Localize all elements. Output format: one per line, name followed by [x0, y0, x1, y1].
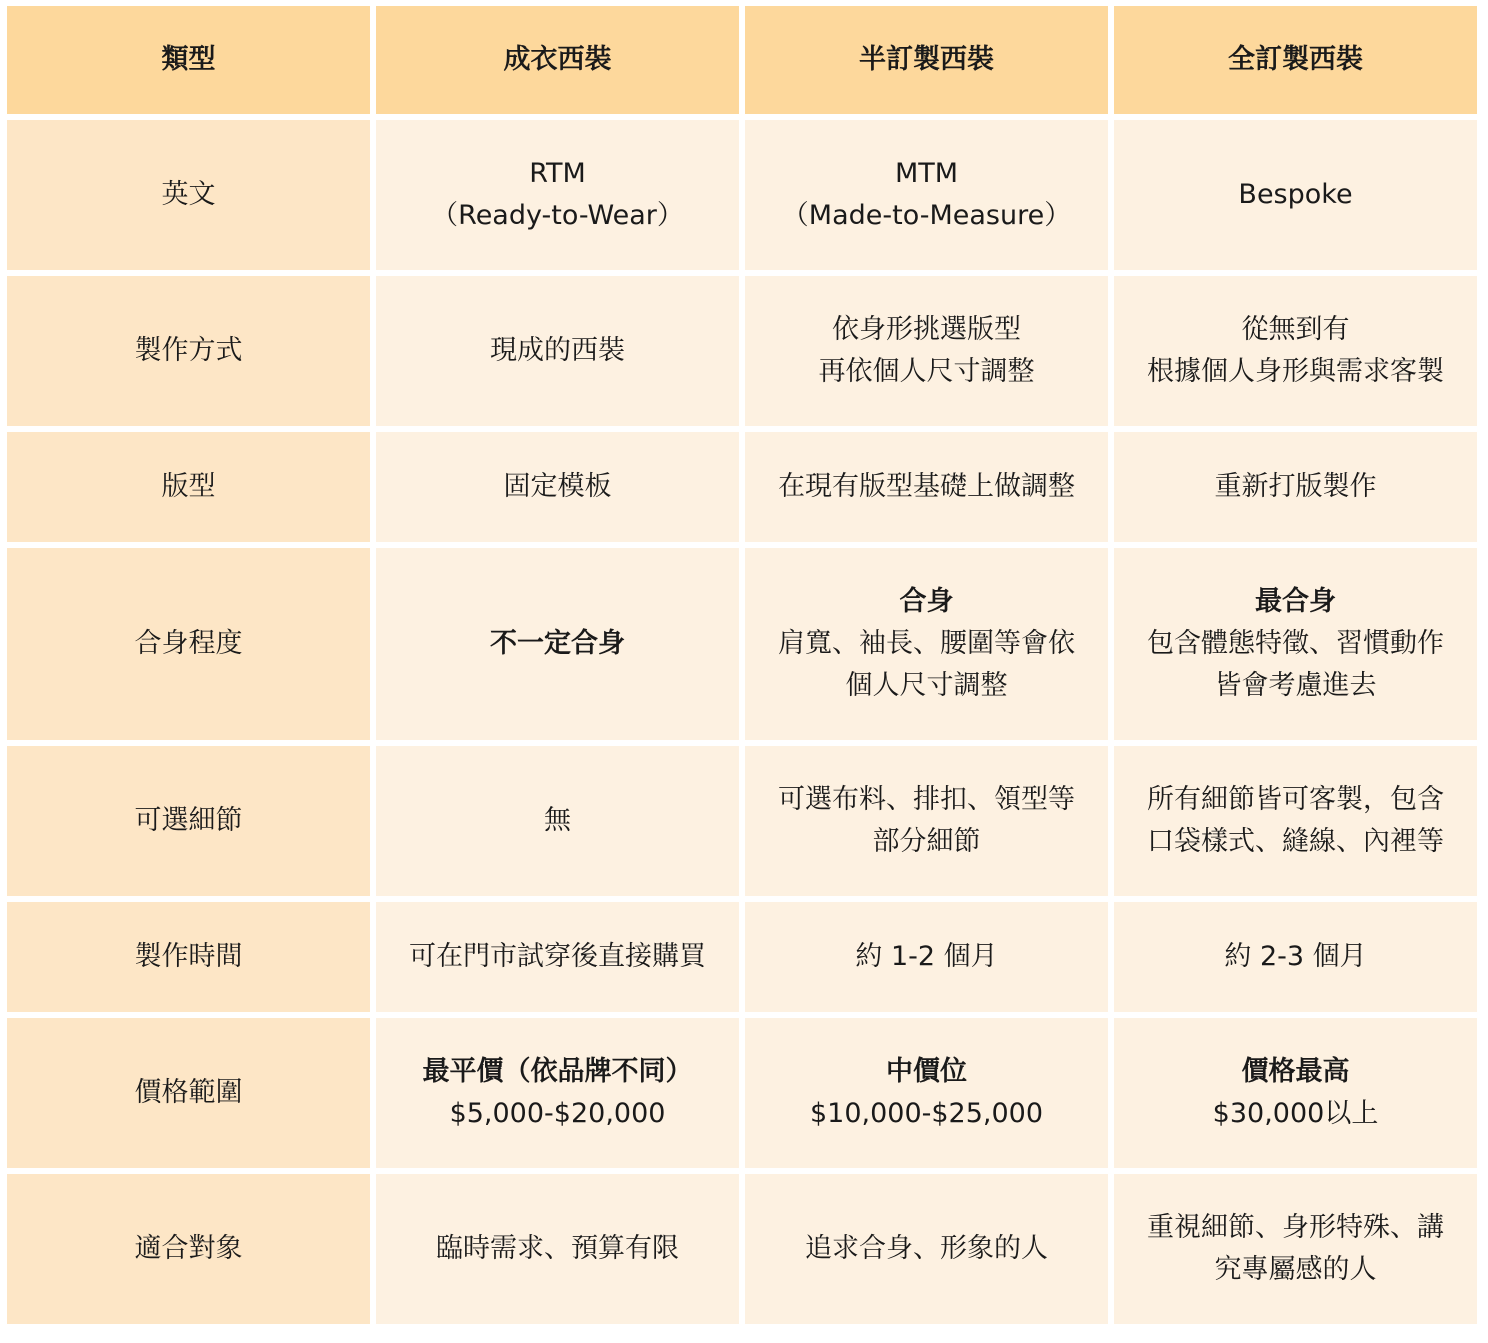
cell-text-line: 在現有版型基礎上做調整 — [778, 471, 1075, 502]
cell-highlight: 合身 — [899, 586, 954, 617]
cell-text-line: 部分細節 — [872, 826, 981, 857]
cell-text-line: 固定模板 — [503, 471, 612, 502]
row-label-fit: 合身程度 — [7, 548, 370, 740]
cell-fit-rtm — [376, 548, 739, 740]
cell-text-line: 依身形挑選版型 — [832, 314, 1021, 345]
header-rtm: 成衣西裝 — [376, 6, 739, 114]
row-label-audience: 適合對象 — [7, 1174, 370, 1324]
header-mtm: 半訂製西裝 — [745, 6, 1108, 114]
cell-text-line: 究專屬感的人 — [1214, 1254, 1377, 1285]
cell-text-line: $30,000以上 — [1212, 1098, 1379, 1129]
cell-text-line: 約 1-2 個月 — [855, 941, 998, 972]
cell-text-line: 重新打版製作 — [1214, 471, 1377, 502]
cell-text-line: 根據個人身形與需求客製 — [1147, 356, 1444, 387]
cell-text-line: 臨時需求、預算有限 — [436, 1233, 679, 1264]
cell-audience-rtm — [376, 1174, 739, 1324]
cell-text-line: 包含體態特徵、習慣動作 — [1147, 628, 1444, 659]
cell-text-line: RTM — [529, 158, 586, 189]
cell-highlight: 價格最高 — [1241, 1056, 1350, 1087]
cell-options-bespoke — [1114, 746, 1477, 896]
cell-text-line: 追求合身、形象的人 — [805, 1233, 1048, 1264]
cell-text-line: 個人尺寸調整 — [845, 670, 1008, 701]
row-label-time: 製作時間 — [7, 902, 370, 1012]
row-label-english: 英文 — [7, 120, 370, 270]
header-bespoke: 全訂製西裝 — [1114, 6, 1477, 114]
cell-text-line: （Ready-to-Wear） — [431, 200, 684, 231]
row-label-options: 可選細節 — [7, 746, 370, 896]
cell-text-line: 口袋樣式、縫線、內裡等 — [1147, 826, 1444, 857]
cell-text-line: 重視細節、身形特殊、講 — [1147, 1212, 1444, 1243]
header-type: 類型 — [7, 6, 370, 114]
cell-price-mtm — [745, 1018, 1108, 1168]
cell-options-rtm — [376, 746, 739, 896]
cell-method-rtm — [376, 276, 739, 426]
cell-english-bespoke — [1114, 120, 1477, 270]
cell-fit-bespoke — [1114, 548, 1477, 740]
cell-highlight: 最平價（依品牌不同） — [422, 1056, 693, 1087]
cell-text-line: Bespoke — [1238, 179, 1353, 210]
cell-highlight: 中價位 — [886, 1056, 967, 1087]
cell-text-line: 再依個人尺寸調整 — [818, 356, 1035, 387]
cell-text-line: （Made-to-Measure） — [781, 200, 1072, 231]
cell-text-line: 約 2-3 個月 — [1224, 941, 1367, 972]
cell-text-line: 無 — [544, 805, 571, 836]
row-label-pattern: 版型 — [7, 432, 370, 542]
cell-price-bespoke — [1114, 1018, 1477, 1168]
cell-price-rtm — [376, 1018, 739, 1168]
cell-highlight: 最合身 — [1255, 586, 1336, 617]
cell-text-line: $10,000-$25,000 — [809, 1098, 1044, 1129]
cell-pattern-bespoke — [1114, 432, 1477, 542]
cell-highlight: 不一定合身 — [490, 628, 625, 659]
cell-pattern-mtm — [745, 432, 1108, 542]
cell-audience-bespoke — [1114, 1174, 1477, 1324]
cell-english-mtm — [745, 120, 1108, 270]
row-label-price: 價格範圍 — [7, 1018, 370, 1168]
cell-audience-mtm — [745, 1174, 1108, 1324]
cell-text-line: 從無到有 — [1241, 314, 1350, 345]
comparison-table — [7, 6, 1477, 1324]
row-label-method: 製作方式 — [7, 276, 370, 426]
cell-text-line: 可選布料、排扣、領型等 — [778, 784, 1075, 815]
cell-text-line: 現成的西裝 — [490, 335, 625, 366]
cell-text-line: 所有細節皆可客製，包含 — [1147, 784, 1444, 815]
cell-english-rtm — [376, 120, 739, 270]
cell-text-line: 皆會考慮進去 — [1214, 670, 1377, 701]
cell-method-bespoke — [1114, 276, 1477, 426]
cell-text-line: 可在門市試穿後直接購買 — [409, 941, 706, 972]
cell-method-mtm — [745, 276, 1108, 426]
cell-text-line: MTM — [894, 158, 959, 189]
cell-time-rtm — [376, 902, 739, 1012]
cell-fit-mtm — [745, 548, 1108, 740]
cell-options-mtm — [745, 746, 1108, 896]
cell-time-mtm — [745, 902, 1108, 1012]
cell-text-line: $5,000-$20,000 — [449, 1098, 666, 1129]
cell-pattern-rtm — [376, 432, 739, 542]
cell-time-bespoke — [1114, 902, 1477, 1012]
cell-text-line: 肩寬、袖長、腰圍等會依 — [778, 628, 1075, 659]
